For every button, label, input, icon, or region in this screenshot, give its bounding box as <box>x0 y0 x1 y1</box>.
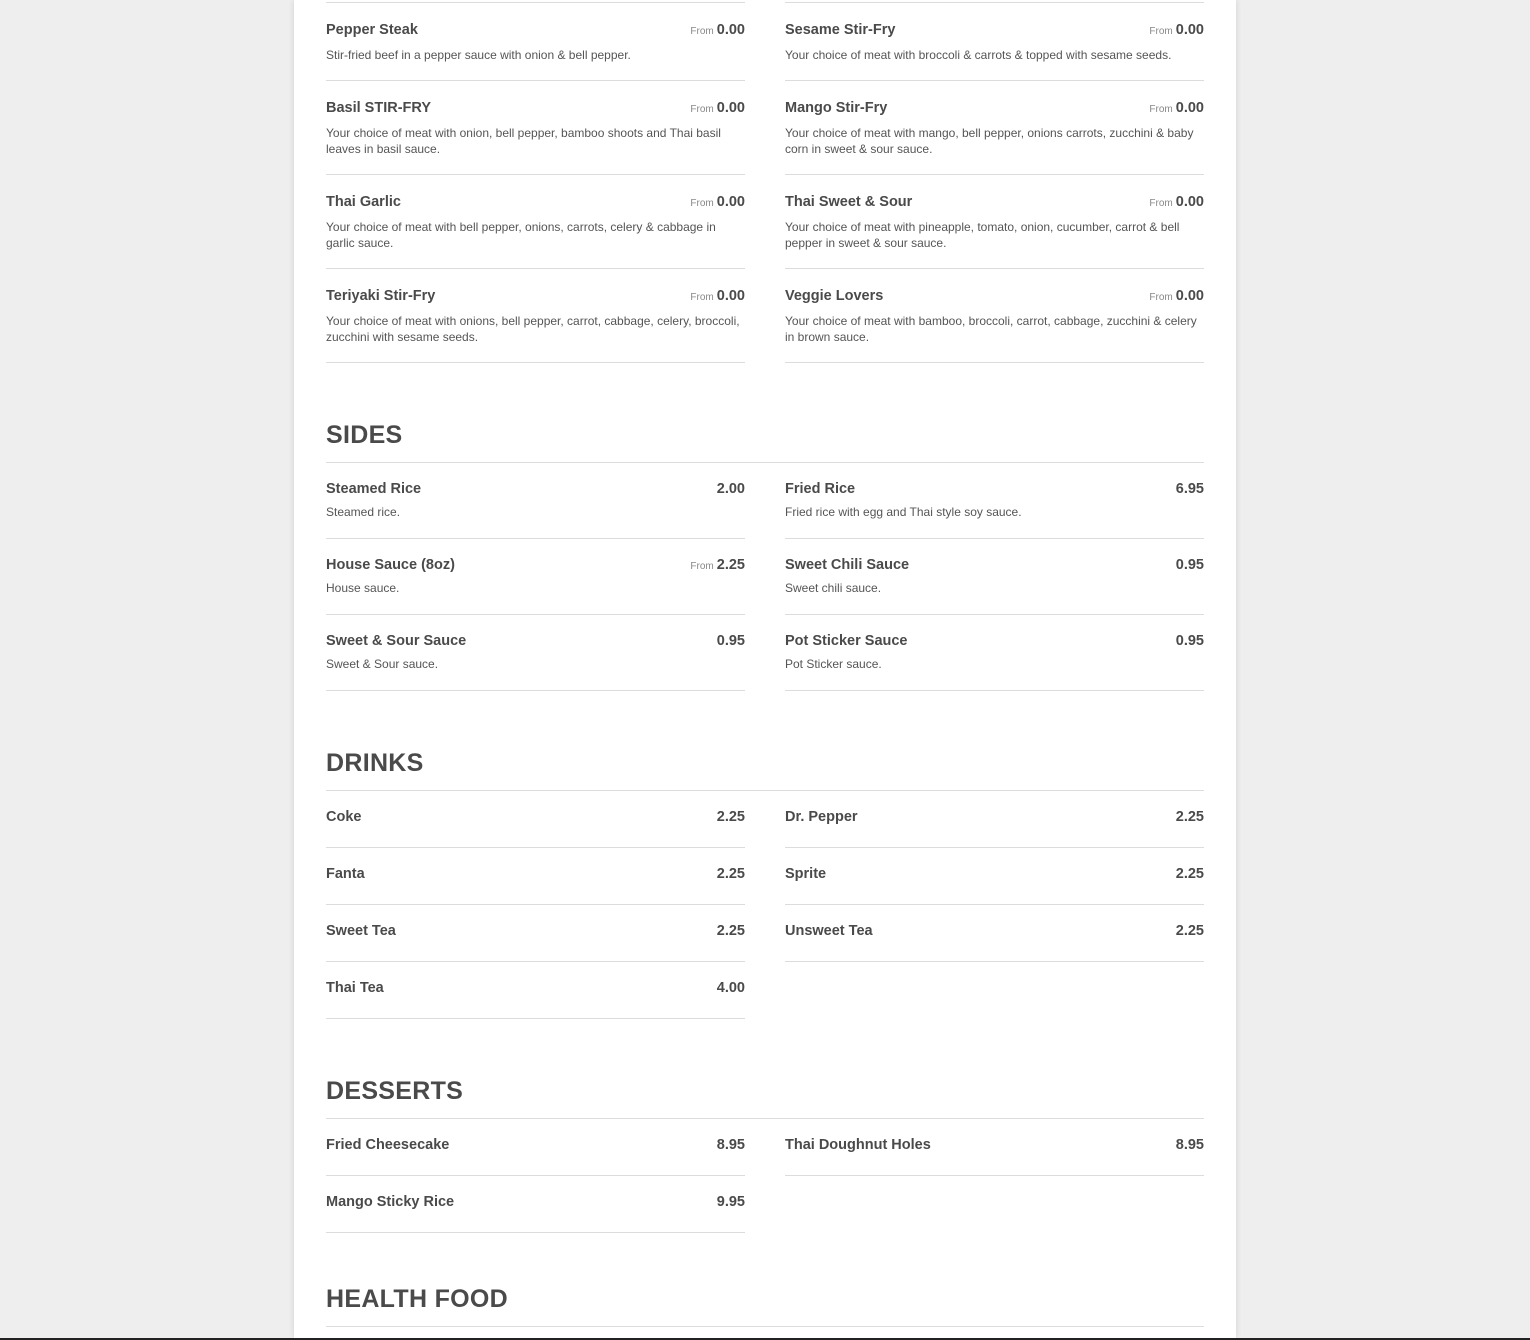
sides-grid <box>326 463 1204 691</box>
drinks-grid <box>326 791 1204 1019</box>
menu-item[interactable] <box>326 1119 745 1176</box>
item-price: 2.00 <box>716 481 745 497</box>
item-price: 0.00 <box>1175 22 1204 38</box>
item-description: Fried rice with egg and Thai style soy sauce. <box>785 505 1022 519</box>
from-label: From <box>1149 198 1173 209</box>
item-name: Coke <box>326 809 362 825</box>
menu-item[interactable] <box>785 3 1204 81</box>
item-name: Sweet Chili Sauce <box>785 557 910 573</box>
item-name: Sweet Tea <box>326 923 396 939</box>
menu-item[interactable] <box>326 3 745 81</box>
item-price: 0.95 <box>1175 557 1204 573</box>
menu-item[interactable] <box>326 1176 745 1233</box>
item-description: Your choice of meat with bell pepper, onions, carrots, celery & cabbage in garlic sauce. <box>326 220 716 250</box>
item-description: Your choice of meat with bamboo, broccoli, carrot, cabbage, zucchini & celery in brown sauce. <box>785 314 1197 344</box>
item-name: Mango Stir-Fry <box>785 100 888 116</box>
item-price: 2.25 <box>716 809 745 825</box>
item-price: 0.00 <box>716 100 745 116</box>
item-description: Your choice of meat with onion, bell pepper, bamboo shoots and Thai basil leaves in basil sauce. <box>326 126 721 156</box>
item-name: Sprite <box>785 866 827 882</box>
menu-item[interactable] <box>785 539 1204 615</box>
item-name: Sweet & Sour Sauce <box>326 633 467 649</box>
item-name: Veggie Lovers <box>785 288 884 304</box>
from-label: From <box>690 198 714 209</box>
menu-content <box>326 0 1204 1327</box>
item-price: 0.00 <box>716 288 745 304</box>
item-name: Pot Sticker Sauce <box>785 633 908 649</box>
item-price: 2.25 <box>716 866 745 882</box>
item-price: 2.25 <box>1175 809 1204 825</box>
item-price: 2.25 <box>716 923 745 939</box>
from-label: From <box>690 561 714 572</box>
item-description: Sweet & Sour sauce. <box>326 657 439 671</box>
menu-item[interactable] <box>326 81 745 175</box>
item-price: 9.95 <box>716 1194 745 1210</box>
menu-item[interactable] <box>785 848 1204 905</box>
from-label: From <box>1149 292 1173 303</box>
section-title-desserts: DESSERTS <box>326 1077 1204 1119</box>
section-title-drinks: DRINKS <box>326 749 1204 791</box>
item-name: Fried Cheesecake <box>326 1137 450 1153</box>
item-description: Sweet chili sauce. <box>785 581 882 595</box>
item-name: Basil STIR-FRY <box>326 100 432 116</box>
menu-item[interactable] <box>785 615 1204 691</box>
item-price: 8.95 <box>1175 1137 1204 1153</box>
item-name: Dr. Pepper <box>785 809 858 825</box>
item-description: Your choice of meat with mango, bell pepper, onions carrots, zucchini & baby corn in sweet & sour sauce. <box>785 126 1194 156</box>
item-name: House Sauce (8oz) <box>326 557 455 573</box>
from-label: From <box>690 292 714 303</box>
menu-item[interactable] <box>785 175 1204 269</box>
item-description: Your choice of meat with pineapple, tomato, onion, cucumber, carrot & bell pepper in sweet & sour sauce. <box>785 220 1180 250</box>
item-price: 0.95 <box>1175 633 1204 649</box>
item-name: Thai Sweet & Sour <box>785 194 913 210</box>
item-price: 2.25 <box>1175 866 1204 882</box>
item-description: Your choice of meat with broccoli & carrots & topped with sesame seeds. <box>785 48 1172 62</box>
item-price: 0.95 <box>716 633 745 649</box>
item-price: 0.00 <box>716 22 745 38</box>
from-label: From <box>1149 104 1173 115</box>
menu-page <box>294 0 1236 1338</box>
menu-item[interactable] <box>785 81 1204 175</box>
section-title-health-food: HEALTH FOOD <box>326 1285 1204 1327</box>
item-name: Thai Garlic <box>326 194 401 210</box>
item-description: Steamed rice. <box>326 505 401 519</box>
item-description: House sauce. <box>326 581 400 595</box>
menu-item[interactable] <box>326 615 745 691</box>
item-name: Unsweet Tea <box>785 923 873 939</box>
item-price: 2.25 <box>716 557 745 573</box>
item-name: Mango Sticky Rice <box>326 1194 455 1210</box>
menu-item[interactable] <box>326 463 745 539</box>
menu-item[interactable] <box>326 269 745 363</box>
item-price: 0.00 <box>1175 288 1204 304</box>
from-label: From <box>690 26 714 37</box>
menu-item[interactable] <box>326 791 745 848</box>
item-price: 4.00 <box>716 980 745 996</box>
item-price: 0.00 <box>1175 194 1204 210</box>
menu-item[interactable] <box>326 539 745 615</box>
item-name: Thai Tea <box>326 980 384 996</box>
desserts-grid <box>326 1119 1204 1233</box>
item-name: Steamed Rice <box>326 481 422 497</box>
item-description: Pot Sticker sauce. <box>785 657 882 671</box>
item-name: Fanta <box>326 866 365 882</box>
from-label: From <box>1149 26 1173 37</box>
menu-item[interactable] <box>785 463 1204 539</box>
menu-item[interactable] <box>785 269 1204 363</box>
item-description: Stir-fried beef in a pepper sauce with onion & bell pepper. <box>326 48 631 62</box>
item-name: Sesame Stir-Fry <box>785 22 896 38</box>
stirfry-grid <box>326 3 1204 363</box>
item-name: Pepper Steak <box>326 22 418 38</box>
menu-item[interactable] <box>326 905 745 962</box>
item-name: Fried Rice <box>785 481 856 497</box>
section-title-sides: SIDES <box>326 421 1204 463</box>
item-price: 0.00 <box>1175 100 1204 116</box>
item-price: 8.95 <box>716 1137 745 1153</box>
from-label: From <box>690 104 714 115</box>
menu-item[interactable] <box>785 791 1204 848</box>
item-name: Thai Doughnut Holes <box>785 1137 931 1153</box>
menu-item[interactable] <box>785 1119 1204 1176</box>
menu-item[interactable] <box>326 962 745 1019</box>
menu-item[interactable] <box>785 905 1204 962</box>
item-price: 6.95 <box>1175 481 1204 497</box>
menu-item[interactable] <box>326 175 745 269</box>
item-price: 2.25 <box>1175 923 1204 939</box>
item-description: Your choice of meat with onions, bell pepper, carrot, cabbage, celery, broccoli, zucchini with sesame seeds. <box>326 314 740 344</box>
item-name: Teriyaki Stir-Fry <box>326 288 436 304</box>
item-price: 0.00 <box>716 194 745 210</box>
menu-item[interactable] <box>326 848 745 905</box>
